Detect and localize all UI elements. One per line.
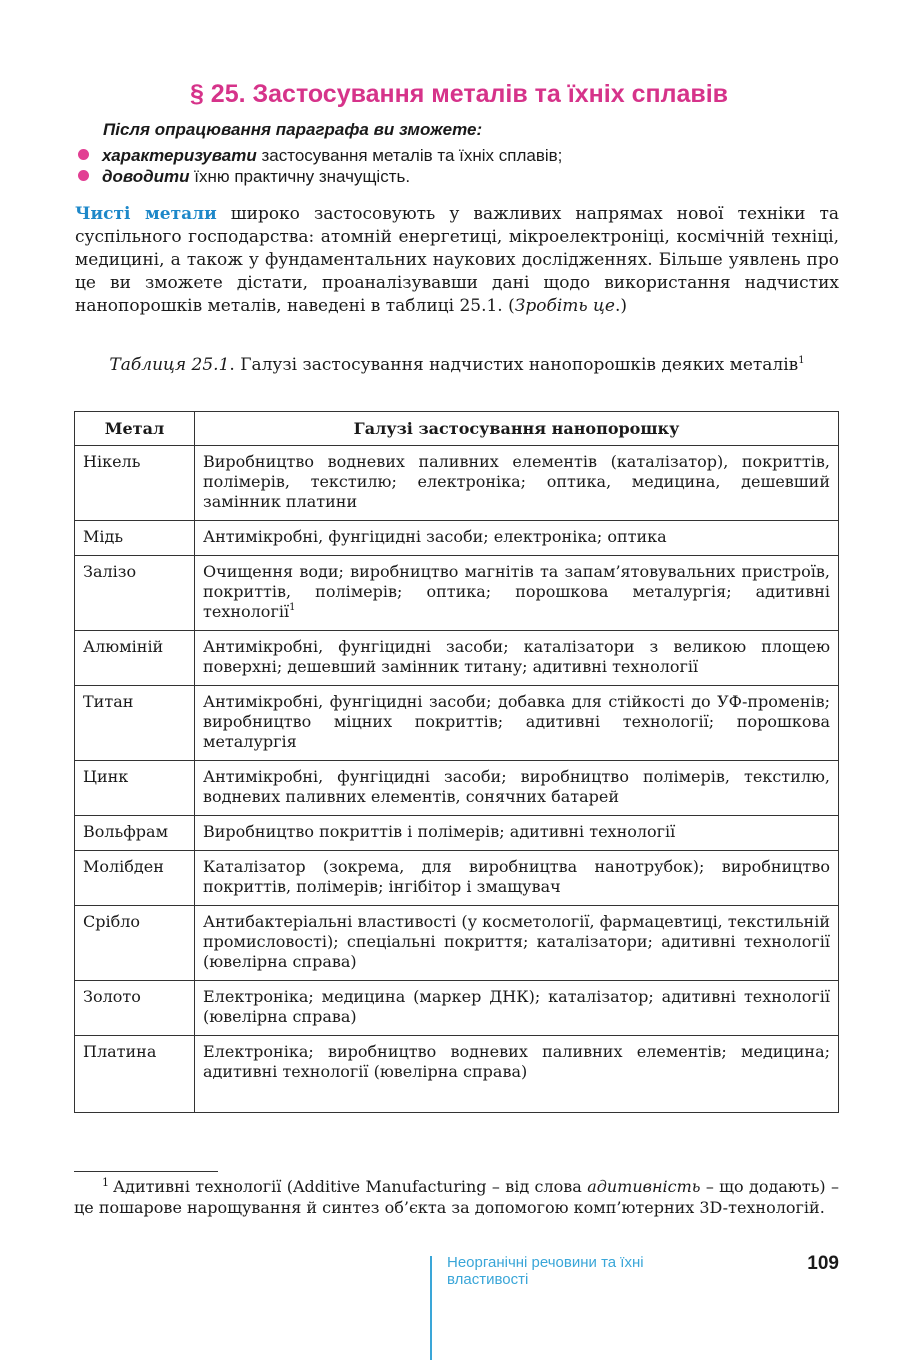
footnote-text-a: Адитивні технології (Additive Manufacturing – від слова [113,1177,588,1196]
table-caption-text: . Галузі застосування надчистих нанопорошків деяких металів [229,355,799,375]
page-number: 109 [807,1253,839,1274]
use-text: Виробництво покриттів і полімерів; адитивні технології [203,822,676,841]
table-row [75,906,839,981]
table-caption-label: Таблиця 25.1 [109,355,230,375]
footnote-mark: 1 [102,1176,109,1189]
footnote-divider [74,1171,218,1172]
use-cell [195,906,839,981]
use-cell [195,686,839,761]
intro-highlight: Чисті метали [75,204,217,224]
goal-text: застосування металів та їхніх сплавів; [256,146,563,165]
metal-cell: Нікель [75,446,195,521]
goal-item [78,146,562,166]
goal-text: їхню практичну значущість. [189,167,411,186]
header-metal: Метал [75,412,195,446]
use-cell [195,816,839,851]
table-row [75,1036,839,1113]
table-row [75,521,839,556]
footnote-text-b: – що додають) – це пошарове нарощування й синтез об’єкта за допомогою комп’ютерних 3D-технологій. [74,1177,839,1217]
use-cell [195,556,839,631]
use-text: Каталізатор (зокрема, для виробництва нанотрубок); виробництво покриттів, полімерів; інгібітор і змащувач [203,857,830,896]
use-text: Виробництво водневих паливних елементів (каталізатор), покриттів, полімерів, текстилю; електроніка; оптика, медицина, дешевший замінник платини [203,452,830,511]
use-cell [195,851,839,906]
metal-cell: Молібден [75,851,195,906]
metal-cell: Вольфрам [75,816,195,851]
intro-tail: .) [614,296,628,316]
table-row [75,761,839,816]
use-cell [195,1036,839,1113]
metal-cell: Титан [75,686,195,761]
metal-cell: Платина [75,1036,195,1113]
footnote [74,1176,839,1218]
use-text: Антибактеріальні властивості (у косметології, фармацевтиці, текстильній промисловості); спеціальні покриття; каталізатори; адитивні технології (ювелірна справа) [203,912,830,971]
goal-keyword: характеризувати [102,146,257,165]
table-row [75,981,839,1036]
metals-table [74,411,839,1113]
table-caption-footnote-mark: 1 [798,355,805,366]
intro-text: широко застосовують у важливих напрямах нової техніки та суспільного господарства: атомній енергетиці, мікроелектроніці, космічній техніці, медицині, а також у фундаментальних наукових дослідженнях. Більше уявлень про це ви зможете дістати, проаналізувавши дані щодо використання надчистих нанопорошків металів, наведені в таблиці 25.1. ( [75,204,840,316]
use-text: Антимікробні, фунгіцидні засоби; електроніка; оптика [203,527,667,546]
use-cell [195,446,839,521]
table-row [75,556,839,631]
header-use: Галузі застосування нанопорошку [195,412,839,446]
goal-item [78,167,410,187]
use-cell [195,981,839,1036]
metal-cell: Алюміній [75,631,195,686]
metal-cell: Цинк [75,761,195,816]
use-cell [195,521,839,556]
table-row [75,631,839,686]
use-text: Антимікробні, фунгіцидні засоби; каталізатори з великою площею поверхні; дешевший замінник титану; адитивні технології [203,637,830,676]
intro-paragraph [75,203,839,318]
bullet-icon [78,149,89,160]
metal-cell: Залізо [75,556,195,631]
footer-section-name: Неорганічні речовини та їхні властивості [447,1254,644,1288]
table-caption [75,355,839,376]
footer-divider [430,1256,432,1360]
table-row [75,446,839,521]
use-text: Очищення води; виробництво магнітів та запам’ятовувальних пристроїв, покриттів, полімерів; оптика; порошкова металургія; адитивні технології [203,562,830,621]
intro-italic: Зробіть це [514,296,615,316]
use-cell [195,631,839,686]
metal-cell: Золото [75,981,195,1036]
metal-cell: Срібло [75,906,195,981]
use-text: Електроніка; виробництво водневих паливних елементів; медицина; адитивні технології (ювелірна справа) [203,1042,830,1081]
goal-keyword: доводити [102,167,190,186]
metal-cell: Мідь [75,521,195,556]
use-cell [195,761,839,816]
use-text: Антимікробні, фунгіцидні засоби; добавка для стійкості до УФ-променів; виробництво міцних покриттів; адитивні технології; порошкова металургія [203,692,830,751]
bullet-icon [78,170,89,181]
footnote-mark: 1 [289,602,296,613]
table-row [75,686,839,761]
use-text: Антимікробні, фунгіцидні засоби; виробництво полімерів, текстилю, водневих паливних елементів, сонячних батарей [203,767,830,806]
use-text: Електроніка; медицина (маркер ДНК); каталізатор; адитивні технології (ювелірна справа) [203,987,830,1026]
footnote-italic: адитивність [587,1177,701,1196]
page-title: § 25. Застосування металів та їхніх сплавів [189,80,729,108]
table-row [75,816,839,851]
goals-heading: Після опрацювання параграфа ви зможете: [103,120,483,139]
table-header-row [75,412,839,446]
table-row [75,851,839,906]
